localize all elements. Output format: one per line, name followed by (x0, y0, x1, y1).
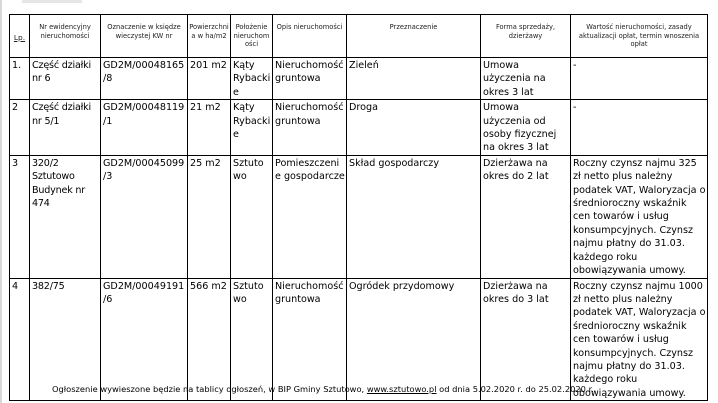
cell-lp: 4 (10, 278, 30, 401)
table-row (10, 278, 708, 401)
cell-pol: Kąty Rybackie (231, 100, 273, 156)
cell-przezn: Ogródek przydomowy (347, 278, 481, 401)
footer-text-before: Ogłoszenie wywieszone będzie na tablicy ogłoszeń, w BIP Gminy Sztutowo, (52, 384, 365, 394)
header-opis: Opis nieruchomości (273, 15, 347, 58)
cell-opis: Pomieszczenie gospodarcze (273, 155, 347, 278)
cell-opis: Nieruchomość gruntowa (273, 100, 347, 156)
footer-notice (52, 384, 594, 394)
header-oznaczenie: Oznaczenie w księdze wieczystej KW nr (101, 15, 188, 58)
cell-nr: Część działki nr 5/1 (30, 100, 101, 156)
cell-forma: Dzierżawa na okres do 3 lat (481, 278, 571, 401)
cell-przezn: Droga (347, 100, 481, 156)
cell-forma: Dzierżawa na okres do 2 lat (481, 155, 571, 278)
cell-kw: GD2M/00045099/3 (101, 155, 188, 278)
cell-przezn: Skład gospodarczy (347, 155, 481, 278)
cell-nr: 320/2 Sztutowo Budynek nr 474 (30, 155, 101, 278)
header-forma: Forma sprzedaży, dzierżawy (481, 15, 571, 58)
cell-pow: 25 m2 (188, 155, 231, 278)
footer-text-after: od dnia 5.02.2020 r. do 25.02.2020 r. (439, 384, 594, 394)
cell-wartosc: Roczny czynsz najmu 325 zł netto plus należny podatek VAT, Waloryzacja o średnioroczny wskaźnik cen towarów i usług konsumpcyjnych. Czynsz najmu płatny do 31.03. każdego roku obowiązywania umowy. (571, 155, 708, 278)
header-nr-ewidencyjny: Nr ewidencyjny nieruchomości (30, 15, 101, 58)
cell-opis: Nieruchomość gruntowa (273, 278, 347, 401)
table-row (10, 155, 708, 278)
cell-pol: Sztutowo (231, 278, 273, 401)
cell-pow: 566 m2 (188, 278, 231, 401)
header-wartosc: Wartość nieruchomości, zasady aktualizacji opłat, termin wnoszenia opłat (571, 15, 708, 58)
cell-forma: Umowa użyczenia na okres 3 lat (481, 58, 571, 100)
header-polozenie: Położenie nieruchomości (231, 15, 273, 58)
table-row (10, 100, 708, 156)
cell-przezn: Zieleń (347, 58, 481, 100)
cell-wartosc: - (571, 100, 708, 156)
top-rule (22, 0, 82, 3)
cell-kw: GD2M/00048165/8 (101, 58, 188, 100)
header-przeznaczenie: Przeznaczenie (347, 15, 481, 58)
cell-kw: GD2M/00048119/1 (101, 100, 188, 156)
table-header-row (10, 15, 708, 58)
cell-pol: Sztutowo (231, 155, 273, 278)
cell-wartosc: Roczny czynsz najmu 1000 zł netto plus należny podatek VAT, Waloryzacja o średnioroczny wskaźnik cen towarów i usług konsumpcyjnych. Czynsz najmu płatny do 31.03. każdego roku obowiązywania umowy. (571, 278, 708, 401)
cell-nr: Część działki nr 6 (30, 58, 101, 100)
cell-pow: 201 m2 (188, 58, 231, 100)
page-edge (0, 0, 2, 403)
cell-nr: 382/75 (30, 278, 101, 401)
cell-pol: Kąty Rybackie (231, 58, 273, 100)
header-powierzchnia: Powierzchnia w ha/m2 (188, 15, 231, 58)
cell-opis: Nieruchomość gruntowa (273, 58, 347, 100)
cell-lp: 3 (10, 155, 30, 278)
footer-link[interactable]: www.sztutowo.pl (366, 384, 437, 394)
cell-wartosc: - (571, 58, 708, 100)
cell-lp: 2 (10, 100, 30, 156)
cell-lp: 1. (10, 58, 30, 100)
property-table (9, 14, 708, 401)
cell-forma: Umowa użyczenia od osoby fizycznej na okres 3 lat (481, 100, 571, 156)
table-row (10, 58, 708, 100)
cell-pow: 21 m2 (188, 100, 231, 156)
cell-kw: GD2M/00049191/6 (101, 278, 188, 401)
header-lp: Lp. (10, 15, 30, 58)
